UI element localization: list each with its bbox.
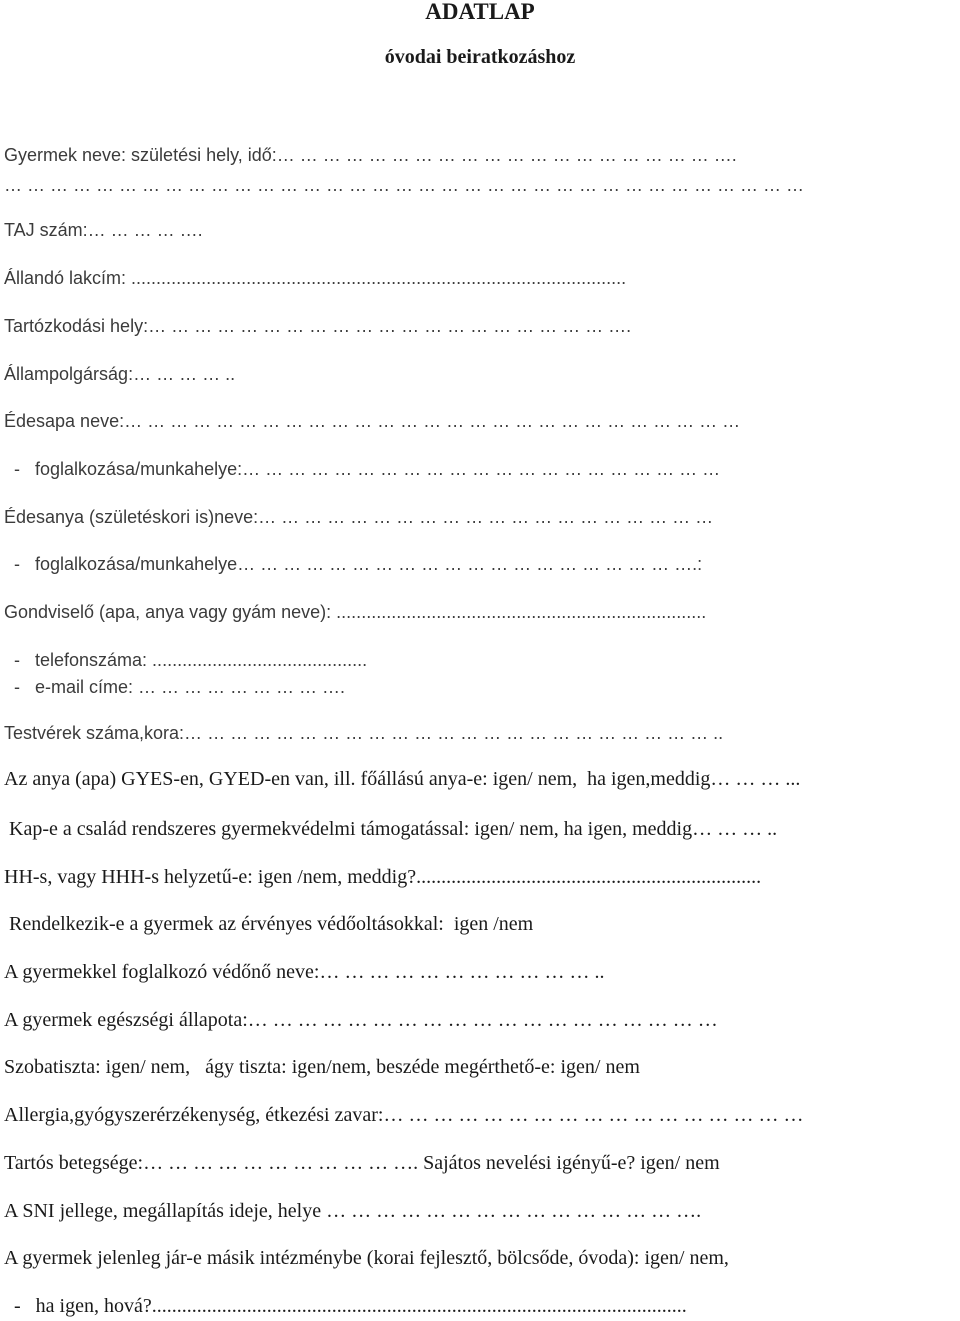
field-siblings: Testvérek száma,kora:… … … … … … … … … … … … … … … … … … … … … … … .. (4, 723, 724, 743)
field-child-name-birth: Gyermek neve: születési hely, idő:… … … … … … … … … … … … … … … … … … … …. (4, 145, 737, 165)
field-guardian-name: Gondviselő (apa, anya vagy gyám neve): .......................................................................... (4, 602, 707, 622)
field-vaccinations: Rendelkezik-e a gyermek az érvényes védőoltásokkal: igen /nem (4, 913, 534, 935)
field-taj-number: TAJ szám:… … … … …. (4, 220, 203, 240)
field-father-occupation: - foglalkozása/munkahelye:… … … … … … … … … … … … … … … … … … … … … (4, 459, 721, 479)
field-citizenship: Állampolgárság:… … … … .. (4, 364, 236, 384)
field-hh-status: HH-s, vagy HHH-s helyzetű-e: igen /nem, meddig?..................................................................... (4, 866, 762, 888)
field-other-institution: A gyermek jelenleg jár-e másik intézménybe (korai fejlesztő, bölcsőde, óvoda): igen/ nem, (4, 1247, 729, 1269)
document-subtitle: óvodai beiratkozáshoz (384, 46, 576, 68)
field-permanent-address: Állandó lakcím: ................................................................................................... (4, 268, 627, 288)
document-title: ADATLAP (425, 0, 535, 24)
field-father-name: Édesapa neve:… … … … … … … … … … … … … … … … … … … … … … … … … … … (4, 411, 741, 431)
field-residence: Tartózkodási hely:… … … … … … … … … … … … … … … … … … … … …. (4, 316, 632, 336)
field-mother-occupation: - foglalkozása/munkahelye… … … … … … … … … … … … … … … … … … … ….: (4, 554, 703, 574)
field-toilet-trained: Szobatiszta: igen/ nem, ágy tiszta: igen/nem, beszéde megérthető-e: igen/ nem (4, 1056, 640, 1078)
field-email: - e-mail címe: … … … … … … … … …. (4, 677, 346, 697)
field-allergy: Allergia,gyógyszerérzékenység, étkezési zavar:… … … … … … … … … … … … … … … … … (4, 1104, 804, 1126)
field-chronic-illness: Tartós betegsége:… … … … … … … … … … …. Sajátos nevelési igényű-e? igen/ nem (4, 1152, 720, 1174)
field-child-name-continuation: … … … … … … … … … … … … … … … … … … … … … … … … … … … … … … … … … … … (4, 175, 805, 195)
field-sni: A SNI jellege, megállapítás ideje, helye … … … … … … … … … … … … … … …. (4, 1200, 702, 1222)
field-gyes-gyed: Az anya (apa) GYES-en, GYED-en van, ill. főállású anya-e: igen/ nem, ha igen,meddig… … … ... (4, 768, 801, 790)
field-phone: - telefonszáma: ........................................... (4, 650, 368, 670)
field-other-institution-where: - ha igen, hová?........................................................................................................... (4, 1295, 687, 1317)
field-mother-name: Édesanya (születéskori is)neve:… … … … … … … … … … … … … … … … … … … … (4, 507, 714, 527)
field-health-visitor: A gyermekkel foglalkozó védőnő neve:… … … … … … … … … … … .. (4, 961, 605, 983)
field-health-status: A gyermek egészségi állapota:… … … … … … … … … … … … … … … … … … … (4, 1009, 718, 1031)
field-child-protection-support: Kap-e a család rendszeres gyermekvédelmi támogatással: igen/ nem, ha igen, meddig… … … .. (4, 818, 778, 840)
